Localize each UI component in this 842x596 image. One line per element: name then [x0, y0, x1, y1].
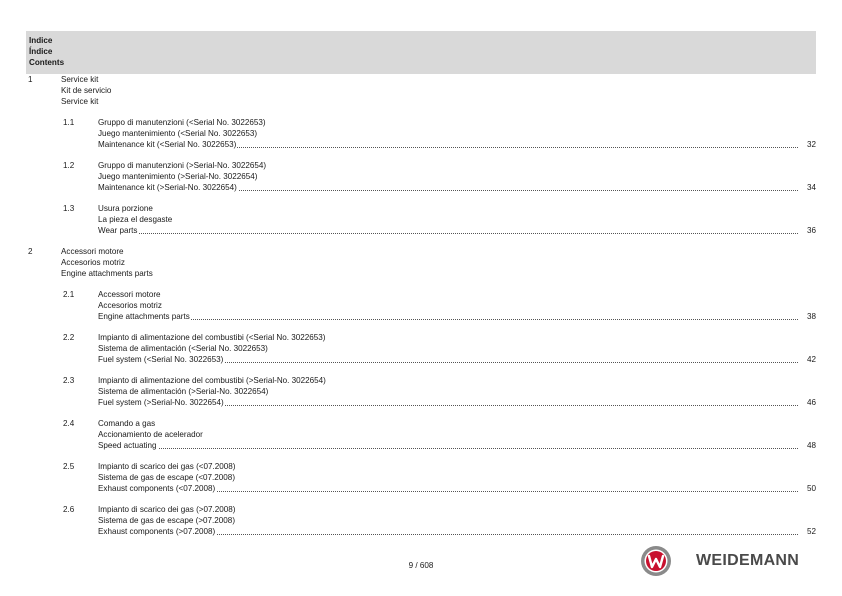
- section-title: Accesorios motriz: [61, 258, 125, 267]
- toc-entry-link[interactable]: [98, 182, 798, 193]
- section-title: Service kit: [61, 75, 99, 84]
- section-title: Engine attachments parts: [61, 269, 153, 278]
- dot-leader: [98, 233, 798, 234]
- section-title: Kit de servicio: [61, 86, 112, 95]
- subsection-title: Juego mantenimiento (<Serial No. 3022653): [98, 129, 258, 138]
- page-number[interactable]: 46: [806, 398, 816, 407]
- subsection-title: Sistema de alimentación (<Serial No. 3022653): [98, 344, 268, 353]
- subsection-title-en: Fuel system (<Serial No. 3022653): [98, 355, 224, 364]
- subsection-title: Impianto di scarico dei gas (<07.2008): [98, 462, 236, 471]
- subsection-title-en: Fuel system (>Serial-No. 3022654): [98, 398, 224, 407]
- subsection-number: 2.6: [63, 505, 75, 514]
- subsection-title-en: Speed actuating: [98, 441, 157, 450]
- subsection-number: 2.1: [63, 290, 75, 299]
- page-number[interactable]: 48: [806, 441, 816, 450]
- subsection-number: 1.1: [63, 118, 75, 127]
- subsection-title-en: Maintenance kit (<Serial No. 3022653): [98, 140, 237, 149]
- toc-entry-link[interactable]: [98, 483, 798, 494]
- section-title: Accessori motore: [61, 247, 124, 256]
- subsection-title: Juego mantenimiento (>Serial-No. 3022654): [98, 172, 258, 181]
- subsection-title-en: Exhaust components (<07.2008): [98, 484, 216, 493]
- toc-entry-link[interactable]: [98, 526, 798, 537]
- subsection-title: Impianto di alimentazione del combustibi (<Serial No. 3022653): [98, 333, 326, 342]
- page-number[interactable]: 42: [806, 355, 816, 364]
- subsection-title: Sistema de gas de escape (<07.2008): [98, 473, 236, 482]
- weidemann-w-logo-icon: [640, 545, 672, 577]
- subsection-title-en: Maintenance kit (>Serial-No. 3022654): [98, 183, 237, 192]
- subsection-number: 2.4: [63, 419, 75, 428]
- page-number[interactable]: 32: [806, 140, 816, 149]
- page-number[interactable]: 52: [806, 527, 816, 536]
- page-indicator: 9 / 608: [408, 561, 434, 570]
- toc-entry-link[interactable]: [98, 440, 798, 451]
- section-title: Service kit: [61, 97, 99, 106]
- subsection-number: 1.2: [63, 161, 75, 170]
- subsection-title: Impianto di scarico dei gas (>07.2008): [98, 505, 236, 514]
- page-number[interactable]: 34: [806, 183, 816, 192]
- subsection-title-en: Exhaust components (>07.2008): [98, 527, 216, 536]
- subsection-number: 2.2: [63, 333, 75, 342]
- subsection-title-en: Wear parts: [98, 226, 138, 235]
- subsection-title: Impianto di alimentazione del combustibi (>Serial-No. 3022654): [98, 376, 326, 385]
- subsection-title: Accionamiento de acelerador: [98, 430, 203, 439]
- subsection-number: 1.3: [63, 204, 75, 213]
- brand-wordmark: WEIDEMANN: [696, 552, 800, 569]
- dot-leader: [98, 448, 798, 449]
- toc-entry-link[interactable]: [98, 311, 798, 322]
- toc-entry-link[interactable]: [98, 354, 798, 365]
- header-title-en: Contents: [29, 58, 65, 67]
- page-number[interactable]: 36: [806, 226, 816, 235]
- header-title-es: Índice: [29, 47, 53, 56]
- subsection-title: Comando a gas: [98, 419, 156, 428]
- contents-header: [26, 31, 816, 74]
- toc-entry-link[interactable]: [98, 397, 798, 408]
- page-number[interactable]: 38: [806, 312, 816, 321]
- header-title-it: Indice: [29, 36, 53, 45]
- subsection-title: Sistema de gas de escape (>07.2008): [98, 516, 236, 525]
- subsection-number: 2.5: [63, 462, 75, 471]
- subsection-title-en: Engine attachments parts: [98, 312, 190, 321]
- toc-entry-link[interactable]: [98, 139, 798, 150]
- page-number[interactable]: 50: [806, 484, 816, 493]
- subsection-number: 2.3: [63, 376, 75, 385]
- subsection-title: Sistema de alimentación (>Serial-No. 3022654): [98, 387, 269, 396]
- subsection-title: Gruppo di manutenzioni (<Serial No. 3022653): [98, 118, 266, 127]
- subsection-title: Usura porzione: [98, 204, 153, 213]
- section-number: 1: [28, 75, 33, 84]
- subsection-title: Gruppo di manutenzioni (>Serial-No. 3022654): [98, 161, 267, 170]
- subsection-title: La pieza el desgaste: [98, 215, 173, 224]
- subsection-title: Accessori motore: [98, 290, 161, 299]
- dot-leader: [98, 319, 798, 320]
- section-number: 2: [28, 247, 33, 256]
- toc-entry-link[interactable]: [98, 225, 798, 236]
- subsection-title: Accesorios motriz: [98, 301, 162, 310]
